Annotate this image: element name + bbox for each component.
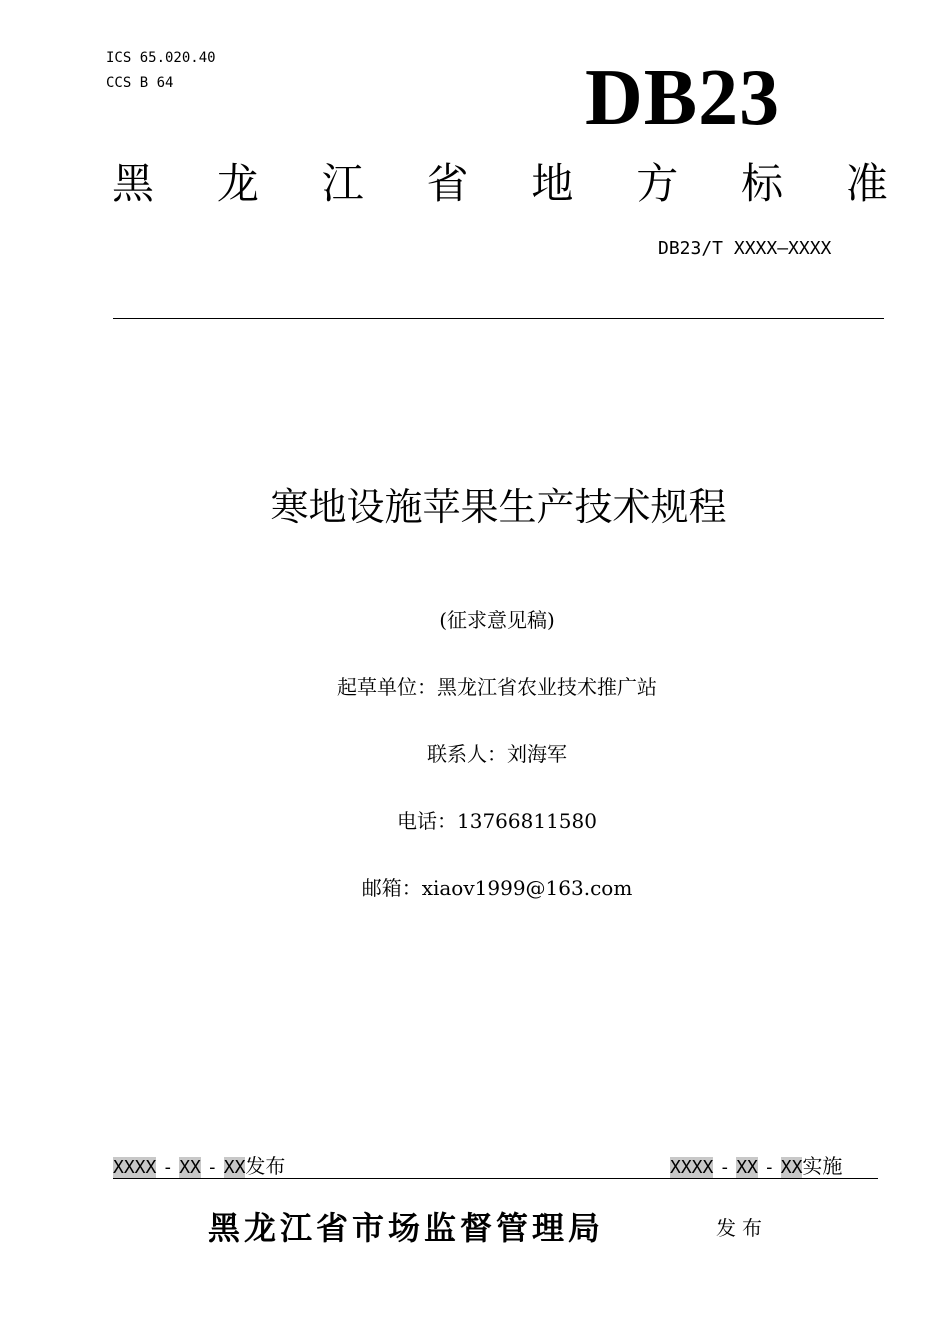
- issue-label: 发布: [716, 1216, 768, 1240]
- publish-month: XX: [179, 1157, 201, 1178]
- issuing-authority: 黑龙江省市场监督管理局: [208, 1209, 605, 1247]
- implement-date: [670, 1153, 842, 1181]
- date-separator: -: [763, 1157, 775, 1178]
- publish-label: 发布: [245, 1154, 286, 1178]
- standard-type-char: 江: [321, 159, 364, 208]
- date-separator: -: [719, 1157, 731, 1178]
- standard-type-char: 省: [426, 159, 469, 208]
- standard-type-char: 地: [531, 159, 574, 208]
- date-separator: -: [206, 1157, 218, 1178]
- footer-divider: [113, 1178, 878, 1179]
- publish-date: [113, 1153, 285, 1181]
- standard-type-char: 准: [845, 159, 888, 208]
- standard-type-title: [112, 156, 888, 212]
- date-separator: -: [162, 1157, 174, 1178]
- standard-number: DB23/T XXXX—XXXX: [658, 238, 832, 259]
- contact-person: 联系人：刘海军: [427, 742, 567, 766]
- draft-note: (征求意见稿): [439, 608, 555, 632]
- phone-number: 电话：13766811580: [397, 809, 597, 833]
- ccs-code: CCS B 64: [106, 75, 174, 91]
- standard-type-char: 龙: [216, 159, 259, 208]
- ics-code: ICS 65.020.40: [106, 50, 216, 66]
- standard-type-char: 黑: [112, 159, 155, 208]
- drafting-unit: 起草单位：黑龙江省农业技术推广站: [337, 675, 657, 699]
- email-address: 邮箱：xiaov1999@163.com: [361, 876, 633, 900]
- publish-year: XXXX: [113, 1157, 157, 1178]
- publish-day: XX: [223, 1157, 246, 1178]
- implement-year: XXXX: [670, 1157, 714, 1178]
- implement-label: 实施: [802, 1154, 843, 1178]
- header-divider: [113, 318, 884, 319]
- document-title: 寒地设施苹果生产技术规程: [270, 485, 727, 529]
- implement-day: XX: [780, 1157, 803, 1178]
- implement-month: XX: [736, 1157, 758, 1178]
- db-logo: DB23: [585, 54, 781, 142]
- standard-type-char: 方: [636, 159, 679, 208]
- standard-type-char: 标: [741, 159, 784, 208]
